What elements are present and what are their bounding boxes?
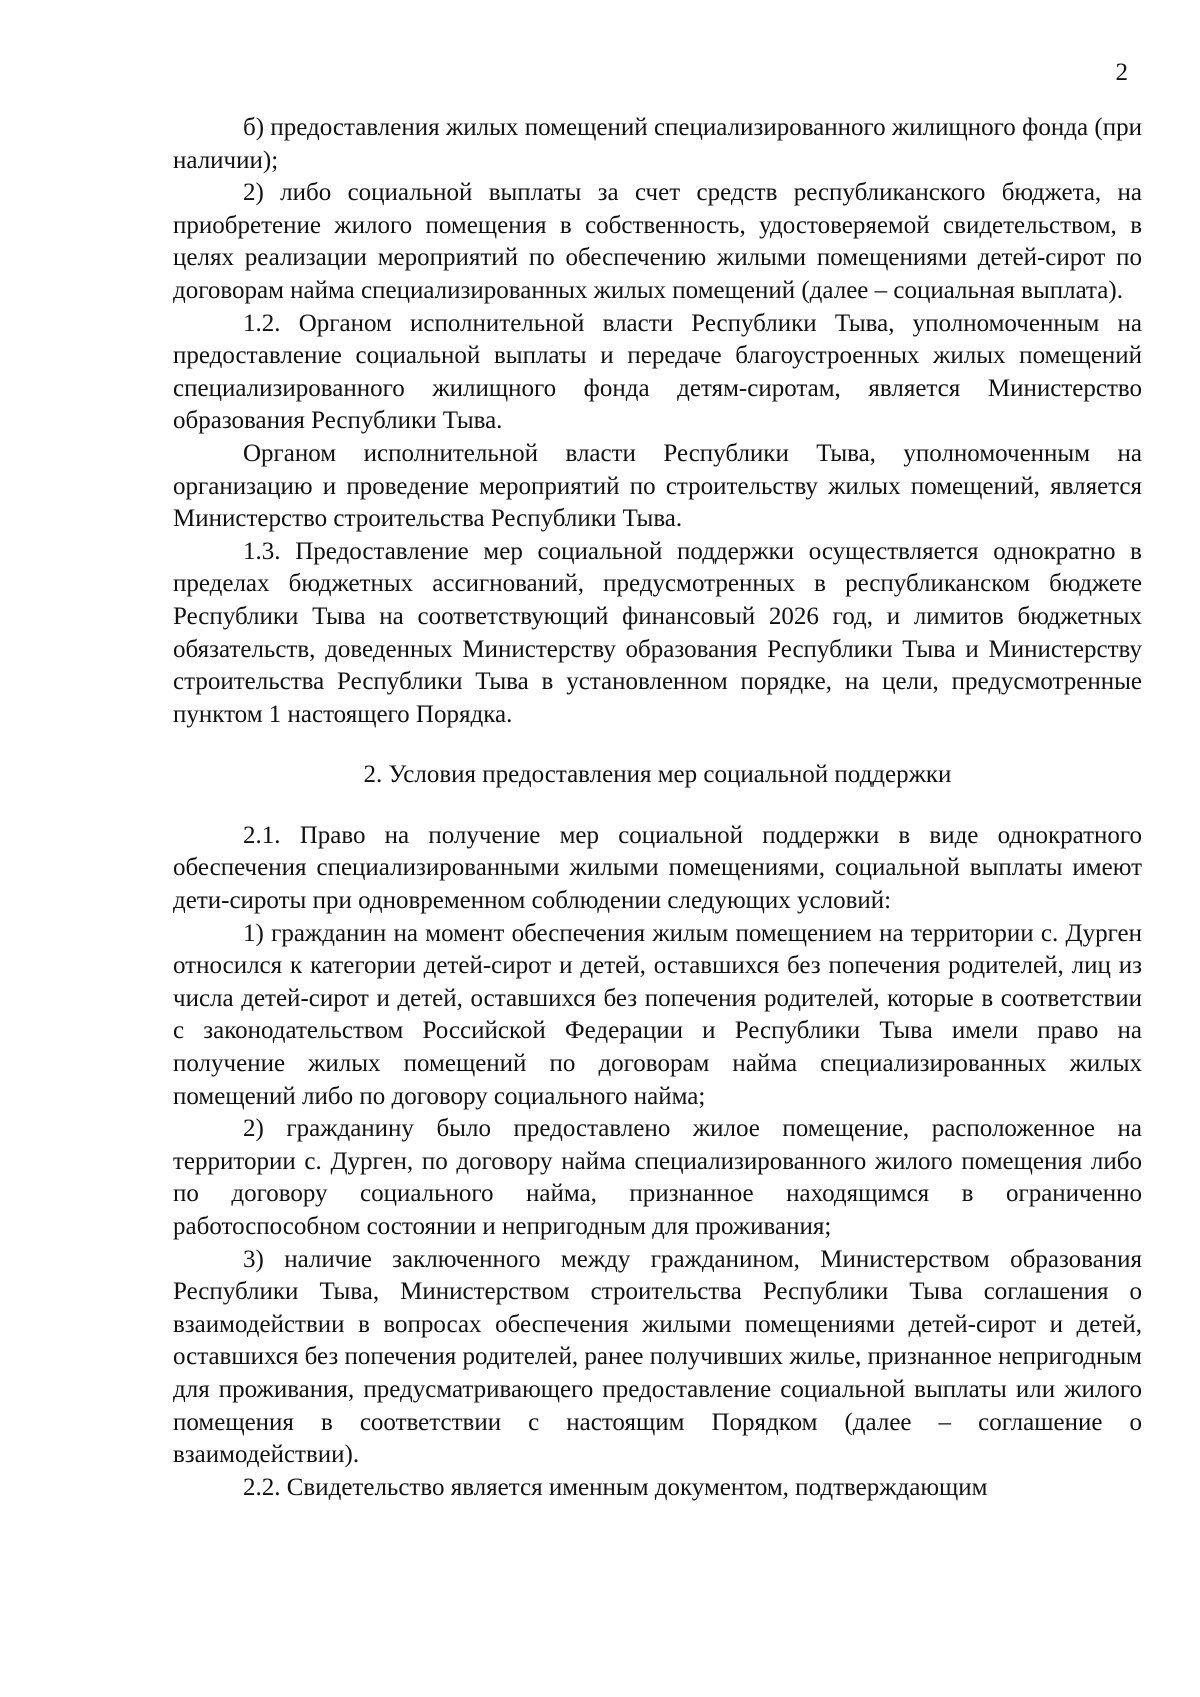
paragraph-2-1: 2.1. Право на получение мер социальной поддержки в виде однократного обеспечения специализированными жилыми помещениями, социальной выплаты имеют дети-сироты при одновременном соблюдении следующих условий:: [173, 821, 1142, 915]
page-number: 2: [1115, 59, 1128, 86]
section-heading: 2. Условия предоставления мер социальной поддержки: [363, 761, 952, 789]
document-body: [173, 112, 1142, 1504]
paragraph-1-3: 1.3. Предоставление мер социальной поддержки осуществляется однократно в пределах бюджетных ассигнований, предусмотренных в республиканском бюджете Республики Тыва на соответствующий финансовый 2026 год, и лимитов бюджетных обязательств, доведенных Министерству образования Республики Тыва и Министерству строительства Республики Тыва в установленном порядке, на цели, предусмотренные пунктом 1 настоящего Порядка.: [173, 537, 1142, 728]
paragraph-construction-ministry: Органом исполнительной власти Республики Тыва, уполномоченным на организацию и проведение мероприятий по строительству жилых помещений, является Министерство строительства Республики Тыва.: [173, 439, 1142, 533]
paragraph-condition-3: 3) наличие заключенного между гражданином, Министерством образования Республики Тыва, Министерством строительства Республики Тыва соглашения о взаимодействии в вопросах обеспечения жилыми помещениями детей-сирот и детей, оставшихся без попечения родителей, ранее получивших жилье, признанное непригодным для проживания, предусматривающего предоставление социальной выплаты или жилого помещения в соответствии с настоящим Порядком (далее – соглашение о взаимодействии).: [173, 1245, 1142, 1469]
paragraph-condition-2: 2) гражданину было предоставлено жилое помещение, расположенное на территории с. Дурген, по договору найма специализированного жилого помещения либо по договору социального найма, признанное находящимся в ограниченно работоспособном состоянии и непригодным для проживания;: [173, 1115, 1142, 1240]
paragraph-1b: б) предоставления жилых помещений специализированного жилищного фонда (при наличии);: [173, 114, 1142, 174]
paragraph-condition-1: 1) гражданин на момент обеспечения жилым помещением на территории с. Дурген относился к категории детей-сирот и детей, оставшихся без попечения родителей, лиц из числа детей-сирот и детей, оставшихся без попечения родителей, которые в соответствии с законодательством Российской Федерации и Республики Тыва имели право на получение жилых помещений по договорам найма специализированных жилых помещений либо по договору социального найма;: [173, 919, 1142, 1110]
paragraph-1-2: 1.2. Органом исполнительной власти Республики Тыва, уполномоченным на предоставление социальной выплаты и передаче благоустроенных жилых помещений специализированного жилищного фонда детям-сиротам, является Министерство образования Республики Тыва.: [173, 309, 1142, 435]
paragraph-2-2: 2.2. Свидетельство является именным документом, подтверждающим: [243, 1473, 988, 1501]
paragraph-item-2: 2) либо социальной выплаты за счет средств республиканского бюджета, на приобретение жилого помещения в собственность, удостоверяемой свидетельством, в целях реализации мероприятий по обеспечению жилыми помещениями детей-сирот по договорам найма специализированных жилых помещений (далее – социальная выплата).: [173, 179, 1142, 304]
